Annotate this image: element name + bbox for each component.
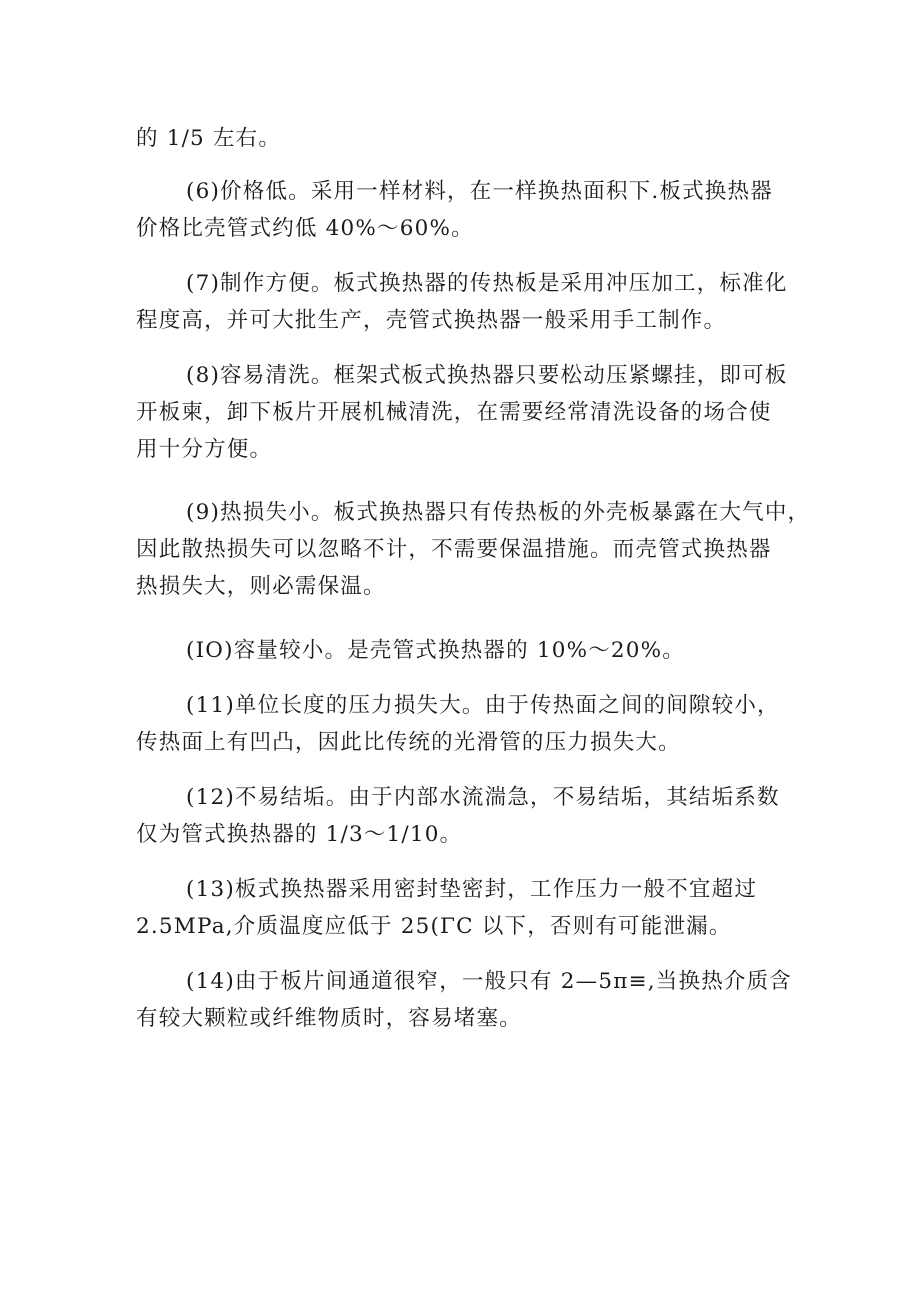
paragraph-line: (8)容易清洗。框架式板式换热器只要松动压紧螺挂，即可板 xyxy=(186,363,788,388)
paragraph-item-11 xyxy=(136,687,780,761)
paragraph-line: (IO)容量较小。是壳管式换热器的 10%～20%。 xyxy=(186,638,686,663)
paragraph-item-10 xyxy=(136,632,685,669)
paragraph-continuation xyxy=(136,120,281,157)
paragraph-item-12 xyxy=(136,779,780,853)
paragraph-line: 的 1/5 左右。 xyxy=(136,126,282,151)
paragraph-line: 热损失大，则必需保温。 xyxy=(136,574,386,599)
paragraph-line: 有较大颗粒或纤维物质时，容易堵塞。 xyxy=(136,1006,522,1031)
paragraph-item-6 xyxy=(136,173,773,247)
paragraph-line: 2.5MPa,介质温度应低于 25(ΓC 以下，否则有可能泄漏。 xyxy=(136,914,732,939)
paragraph-item-7 xyxy=(136,265,788,339)
paragraph-line: (11)单位长度的压力损失大。由于传热面之间的间隙较小， xyxy=(186,693,780,718)
paragraph-item-8 xyxy=(136,357,788,468)
paragraph-line: (14)由于板片间通道很窄，一般只有 2—5π≡,当换热介质含 xyxy=(186,969,793,994)
paragraph-line: (7)制作方便。板式换热器的传热板是采用冲压加工，标准化 xyxy=(186,271,788,296)
paragraph-item-14 xyxy=(136,963,792,1037)
paragraph-line: (12)不易结垢。由于内部水流湍急，不易结垢，其结垢系数 xyxy=(186,785,780,810)
paragraph-line: 程度高，并可大批生产，壳管式换热器一般采用手工制作。 xyxy=(136,308,727,333)
paragraph-line: (13)板式换热器采用密封垫密封，工作压力一般不宜超过 xyxy=(186,877,758,902)
paragraph-line: 用十分方便。 xyxy=(136,437,273,462)
paragraph-line: 传热面上有凹凸，因此比传统的光滑管的压力损失大。 xyxy=(136,730,681,755)
paragraph-item-13 xyxy=(136,871,757,945)
paragraph-line: 仅为管式换热器的 1/3～1/10。 xyxy=(136,822,463,847)
paragraph-line: 价格比壳管式约低 40%～60%。 xyxy=(136,216,474,241)
paragraph-line: 因此散热损失可以忽略不计，不需要保温措施。而壳管式换热器 xyxy=(136,537,772,562)
paragraph-line: (9)热损失小。板式换热器只有传热板的外壳板暴露在大气中， xyxy=(186,500,811,525)
paragraph-line: (6)价格低。采用一样材料，在一样换热面积下.板式换热器 xyxy=(186,179,773,204)
paragraph-line: 开板柬，卸下板片开展机械清洗，在需要经常清洗设备的场合使 xyxy=(136,400,772,425)
paragraph-item-9 xyxy=(136,494,810,605)
